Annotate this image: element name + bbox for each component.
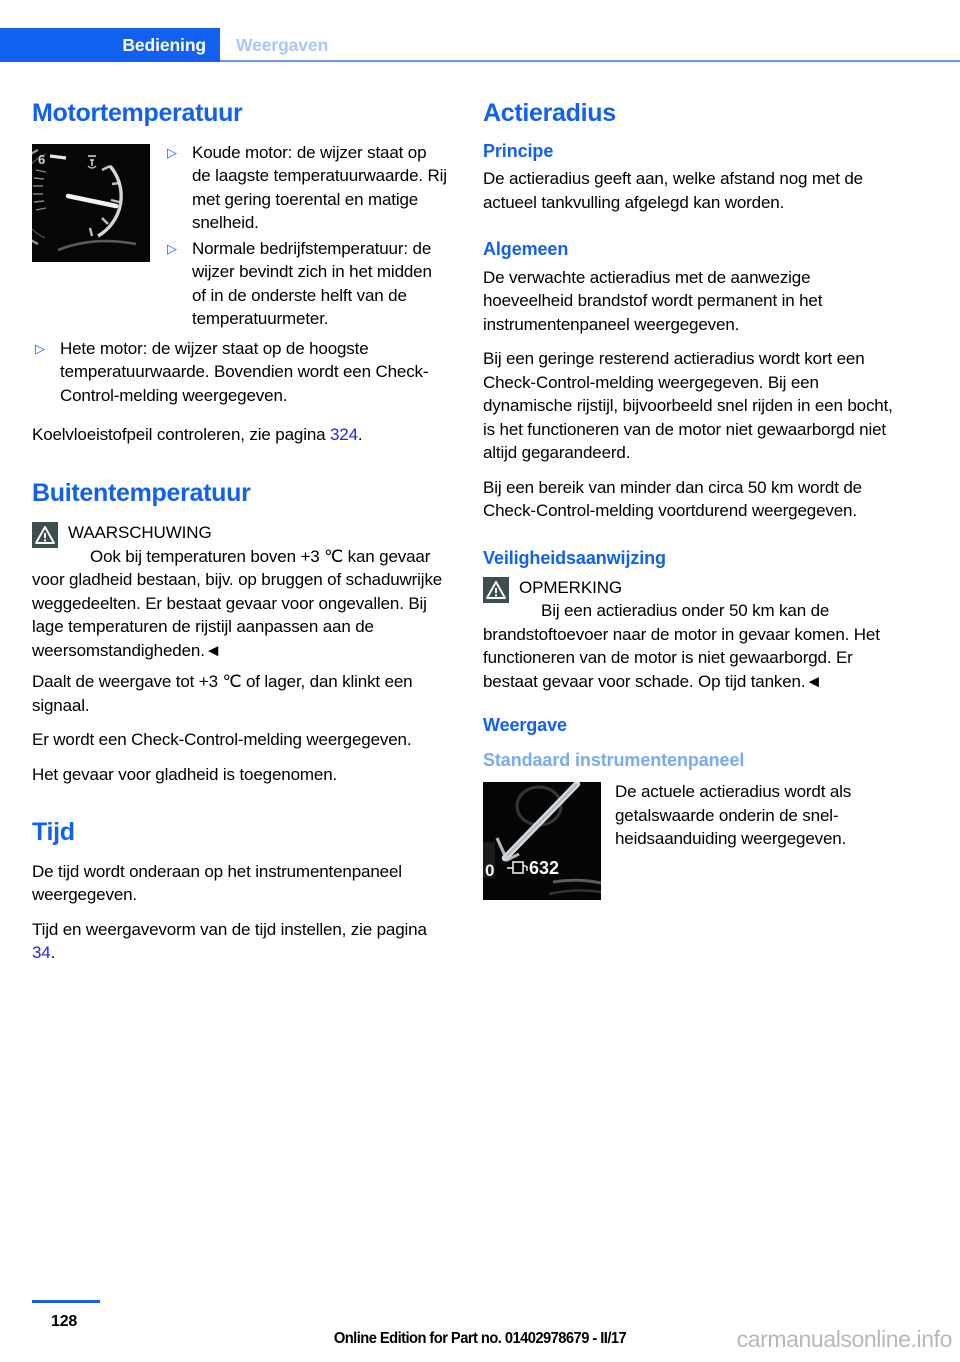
heading-buitentemperatuur: Buitentemperatuur xyxy=(32,478,251,507)
spacer xyxy=(483,225,898,239)
tijd-link-suffix: . xyxy=(50,943,56,962)
paragraph-actuele-actieradius: De actuele actieradius wordt als getalswaarde onderin de snelheidsaanduiding weergegeven. xyxy=(615,782,852,849)
tab-weergaven[interactable] xyxy=(236,28,328,62)
triangle-bullet-icon: ▷ xyxy=(35,340,45,356)
speedometer-range-image xyxy=(483,782,601,900)
page-link-34[interactable]: 34 xyxy=(32,943,51,962)
coolant-level-prefix: Koelvloeistofpeil controleren, zie pagina xyxy=(32,425,330,444)
warning-notice-buitentemperatuur xyxy=(32,520,447,662)
heading-standaard-instrumentenpaneel: Standaard instrumentenpaneel xyxy=(483,749,745,770)
paragraph-check-control: Er wordt een Check-Control-melding weergegeven. xyxy=(32,730,412,749)
bullet-item xyxy=(164,141,447,235)
paragraph-algemeen-3: Bij een bereik van minder dan circa 50 km wordt de Check-Control-melding voortdurend weergegeven. xyxy=(483,477,862,521)
notice-text-opmerking: Bij een actieradius onder 50 km kan de brandstoftoevoer naar de motor in gevaar komen. Het functioneren van de motor is niet gewaarborgd. Er bestaat gevaar voor schade. Op tijd tanken.◄ xyxy=(483,601,880,691)
tab-weergaven-label: Weergaven xyxy=(236,34,329,55)
tijd-link-prefix: Tijd en weergavevorm van de tijd instellen, zie pagina xyxy=(32,919,427,939)
warning-triangle-icon xyxy=(483,577,509,603)
spacer xyxy=(483,534,898,548)
notice-title-opmerking: OPMERKING xyxy=(519,577,623,597)
instrumentenpaneel-figure-block xyxy=(483,780,898,904)
warning-notice-actieradius xyxy=(483,575,898,694)
heading-actieradius: Actieradius xyxy=(483,99,616,127)
triangle-bullet-icon: ▷ xyxy=(167,144,177,160)
spacer xyxy=(32,409,447,423)
paragraph-tijd-weergave: De tijd wordt onderaan op het instrumentenpaneel weergegeven. xyxy=(32,861,402,904)
tab-bediening[interactable] xyxy=(0,28,220,62)
bullet-item xyxy=(164,237,447,331)
right-column xyxy=(483,100,898,904)
svg-text:0: 0 xyxy=(485,861,495,881)
page-header xyxy=(0,28,960,62)
bullet-item xyxy=(32,337,447,408)
triangle-bullet-icon: ▷ xyxy=(167,240,177,256)
warning-triangle-glyph xyxy=(486,581,506,599)
heading-principe: Principe xyxy=(483,140,554,161)
warning-triangle-glyph xyxy=(35,526,55,544)
footer-divider xyxy=(32,1300,100,1303)
left-column xyxy=(32,100,447,965)
paragraph-gladheid: Het gevaar voor gladheid is toegenomen. xyxy=(32,764,338,784)
page-link-324[interactable]: 324 xyxy=(330,425,358,444)
paragraph-signal: Daalt de weergave tot +3 ℃ of lager, dan klinkt een signaal. xyxy=(32,672,413,715)
heading-veiligheidsaanwijzing: Veiligheidsaanwijzing xyxy=(483,547,666,568)
svg-text:6: 6 xyxy=(38,151,46,167)
bullet-text: Normale bedrijfstemperatuur: de wijzer bevindt zich in het midden of in de onderste helft van de temperatuurmeter. xyxy=(192,238,432,328)
spacer xyxy=(483,693,898,715)
heading-tijd: Tijd xyxy=(32,818,75,846)
heading-algemeen: Algemeen xyxy=(483,239,569,260)
heading-weergave: Weergave xyxy=(483,715,567,736)
notice-body-opmerking xyxy=(483,599,898,693)
coolant-level-suffix: . xyxy=(357,425,363,444)
coolant-level-reference xyxy=(32,423,447,447)
warning-notice-body xyxy=(32,545,447,663)
spacer xyxy=(483,742,898,750)
paragraph-algemeen-1: De verwachte actieradius met de aanwezige hoeveelheid brandstof wordt permanent in het instrumentenpaneel weergegeven. xyxy=(483,267,823,334)
bullet-text: Koude motor: de wijzer staat op de laagste temperatuurwaarde. Rij met gering toerental en matige snelheid. xyxy=(192,142,447,232)
warning-notice-title: WAARSCHUWING xyxy=(68,523,212,542)
heading-motortemperatuur: Motortemperatuur xyxy=(32,99,243,127)
spacer xyxy=(32,458,447,480)
svg-text:632: 632 xyxy=(529,858,560,879)
gauge-illustration xyxy=(32,144,150,262)
warning-notice-text: Ook bij temperaturen boven +3 ℃ kan gevaar voor gladheid bestaan, bijv. op bruggen of schaduwrijke weggedeelten. Er bestaat gevaar voor ongevallen. Bij lage temperaturen de rijstijl aanpassen aan de weersomstandigheden.◄ xyxy=(32,546,443,660)
paragraph-principe: De actieradius geeft aan, welke afstand nog met de actueel tankvulling afgelegd kan worden. xyxy=(483,169,863,212)
spacer xyxy=(32,662,447,670)
edition-notice: Online Edition for Part no. 01402978679 - II/17 xyxy=(333,1330,627,1347)
paragraph-algemeen-2: Bij een geringe resterend actieradius wordt kort een Check-Control-melding weergegeven. Bij een dynamische rijstijl, bijvoorbeeld snel rijden in een bocht, is het functioneren van de motor niet gewaarborgd niet altijd gegarandeerd. xyxy=(483,349,893,463)
header-divider xyxy=(220,60,960,62)
speedometer-illustration xyxy=(483,782,601,900)
bullet-text: Hete motor: de wijzer staat op de hoogste temperatuurwaarde. Bovendien wordt een Check-Control-melding weergegeven. xyxy=(60,338,429,405)
tab-bediening-label: Bediening xyxy=(122,34,206,55)
motortemperatuur-figure-block xyxy=(32,141,447,333)
site-watermark: carmanualsonline.info xyxy=(736,1326,952,1352)
paragraph-tijd-instellen xyxy=(32,918,447,965)
spacer xyxy=(32,797,447,819)
page-number: 128 xyxy=(51,1313,78,1330)
coolant-temperature-gauge-image xyxy=(32,144,150,262)
warning-triangle-icon xyxy=(32,522,58,548)
